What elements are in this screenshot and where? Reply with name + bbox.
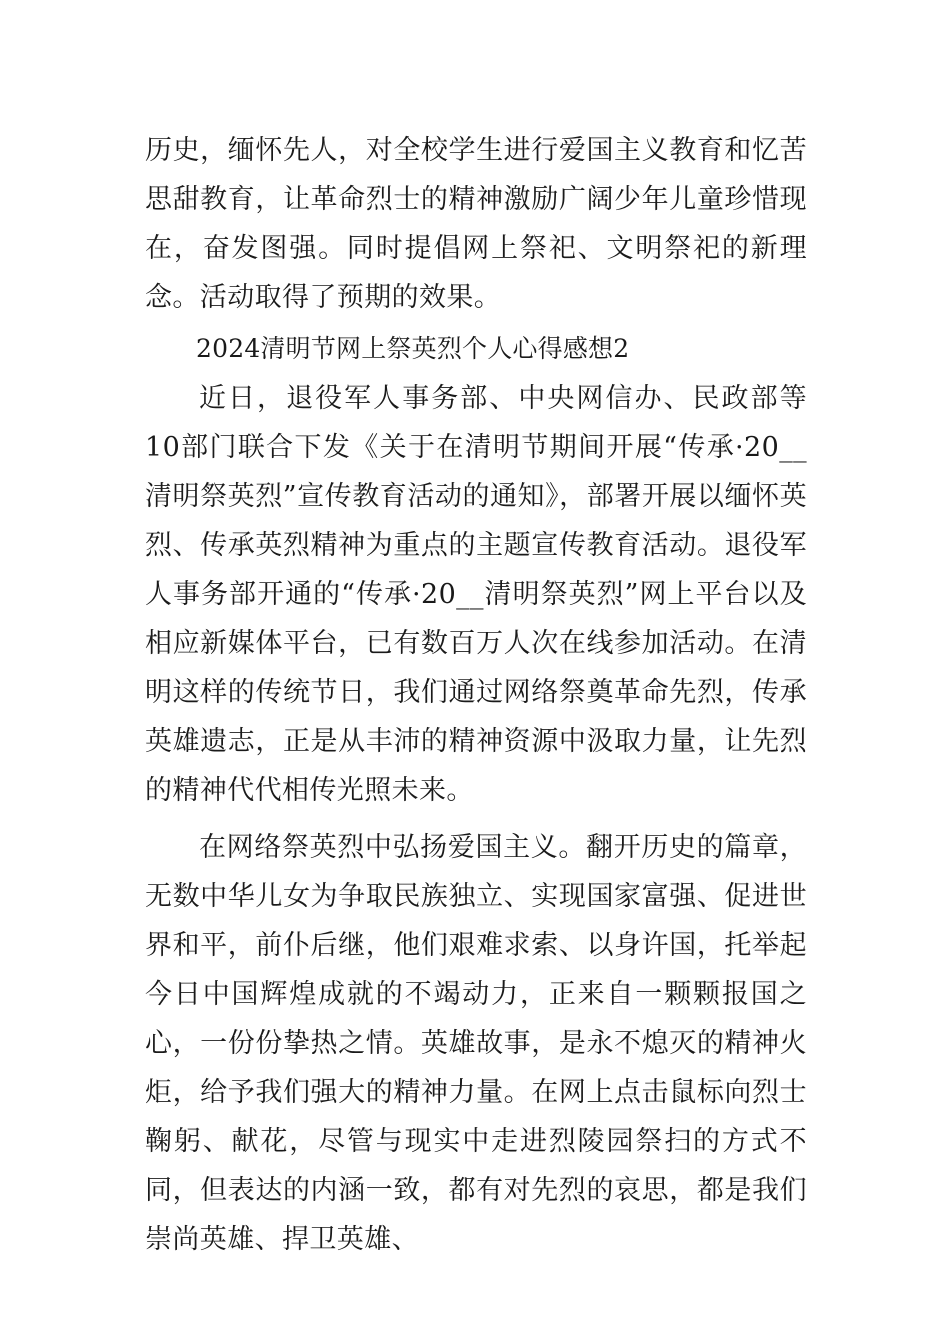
section-heading: 2024清明节网上祭英烈个人心得感想2: [196, 334, 630, 363]
paragraph-intro: 近日，退役军人事务部、中央网信办、民政部等10部门联合下发《关于在清明节期间开展“传承·20__清明祭英烈”宣传教育活动的通知》，部署开展以缅怀英烈、传承英烈精神为重点的主题宣传教育活动。退役军人事务部开通的“传承·20__清明祭英烈”网上平台以及相应新媒体平台，已有数百万人次在线参加活动。在清明这样的传统节日，我们通过网络祭奠革命先烈，传承英雄遗志，正是从丰沛的精神资源中汲取力量，让先烈的精神代代相传光照未来。: [145, 383, 807, 806]
paragraph-continuation: 历史，缅怀先人，对全校学生进行爱国主义教育和忆苦思甜教育，让革命烈士的精神激励广阔少年儿童珍惜现在，奋发图强。同时提倡网上祭祀、文明祭祀的新理念。活动取得了预期的效果。: [145, 135, 807, 313]
paragraph-patriotism: 在网络祭英烈中弘扬爱国主义。翻开历史的篇章，无数中华儿女为争取民族独立、实现国家富强、促进世界和平，前仆后继，他们艰难求索、以身许国，托举起今日中国辉煌成就的不竭动力，正来自一颗颗报国之心，一份份挚热之情。英雄故事，是永不熄灭的精神火炬，给予我们强大的精神力量。在网上点击鼠标向烈士鞠躬、献花，尽管与现实中走进烈陵园祭扫的方式不同，但表达的内涵一致，都有对先烈的哀思，都是我们崇尚英雄、捍卫英雄、: [145, 832, 807, 1255]
